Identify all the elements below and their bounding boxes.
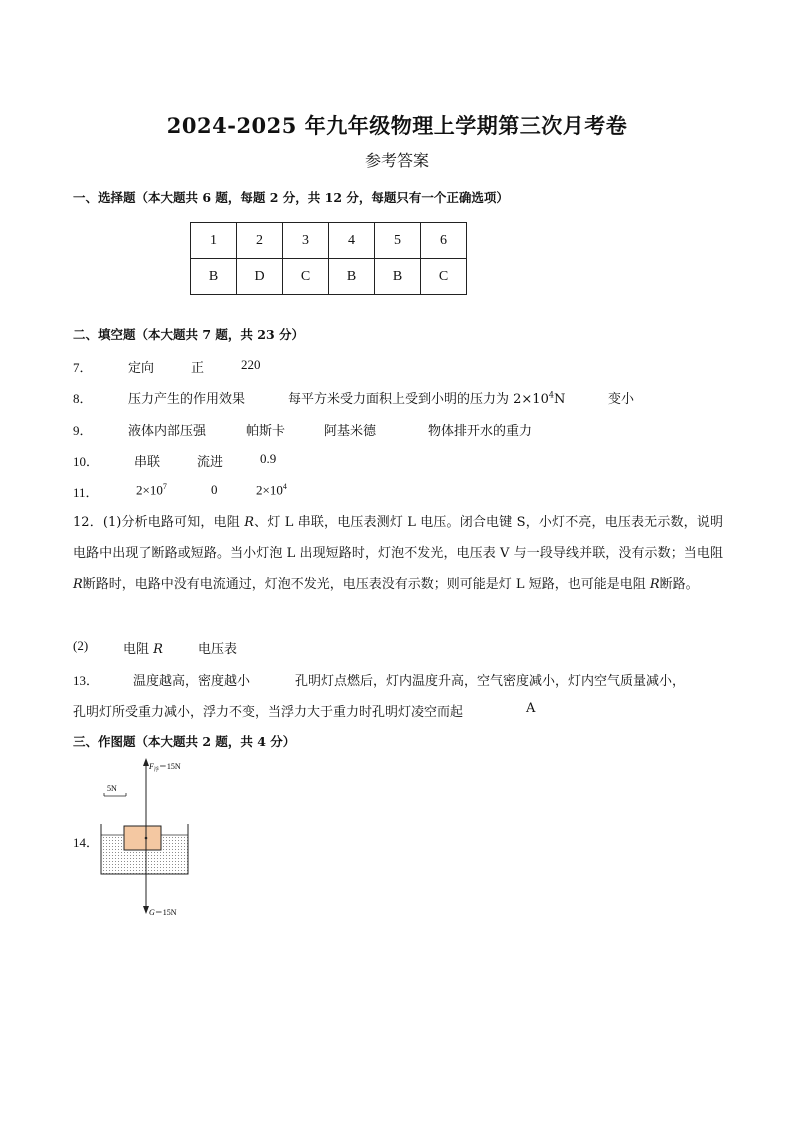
answer-text: 串联 xyxy=(134,455,161,470)
answer-table-number-row xyxy=(191,223,467,259)
question-number: 10． xyxy=(73,454,100,469)
paragraph-text: 断路。 xyxy=(659,577,699,592)
answer-text: 帕斯卡 xyxy=(246,424,286,439)
symbol-r: R xyxy=(153,642,163,657)
answer-text: 流进 xyxy=(197,455,224,470)
answer-text: 温度越高，密度越小 xyxy=(133,674,251,689)
section2-heading: 二、填空题（本大题共 7 题，共 23 分） xyxy=(73,327,305,342)
answer-text: 孔明灯点燃后，灯内温度升高，空气密度减小，灯内空气质量减小， xyxy=(295,674,686,689)
table-cell-answer: B xyxy=(375,259,421,295)
table-cell-answer: C xyxy=(421,259,467,295)
answer-text xyxy=(256,482,287,498)
answer-text xyxy=(136,482,167,498)
buoyancy-value: ＝15N xyxy=(158,762,181,771)
answer-text-main: 电阻 xyxy=(123,642,154,657)
gravity-label xyxy=(149,908,177,917)
answer-table-answer-row xyxy=(191,259,467,295)
table-cell-answer: B xyxy=(329,259,375,295)
answer-text-main: 2×10 xyxy=(256,482,283,498)
answer-table xyxy=(190,222,467,295)
exponent: 4 xyxy=(548,390,554,400)
paragraph-text: 断路时，电路中没有电流通过，灯泡不发光，电压表没有示数；则可能是灯 L 短路，也可能是电阻 xyxy=(82,577,650,592)
page-subtitle: 参考答案 xyxy=(364,151,429,170)
question-number: 13． xyxy=(73,673,100,688)
scale-label: 5N xyxy=(107,784,117,793)
answer-text: 孔明灯所受重力减小，浮力不变，当浮力大于重力时孔明灯凌空而起 xyxy=(73,705,464,720)
answer-q10 xyxy=(73,451,277,470)
answer-text: 液体内部压强 xyxy=(128,424,207,439)
answer-text: 电压表 xyxy=(198,642,238,657)
question-number: 14． xyxy=(73,835,100,850)
answer-text: 压力产生的作用效果 xyxy=(128,392,246,407)
answer-text: 定向 xyxy=(128,361,155,376)
answer-text: A xyxy=(526,701,536,716)
answer-q12-paragraph xyxy=(73,507,723,600)
table-cell-answer: D xyxy=(237,259,283,295)
gravity-value: ＝15N xyxy=(154,908,177,917)
page-title: 2024-2025 年九年级物理上学期第三次月考卷 xyxy=(166,113,628,138)
unit: N xyxy=(553,392,566,407)
question-number: 9． xyxy=(73,423,93,438)
answer-text-main: 2×10 xyxy=(136,482,163,498)
table-cell-number: 3 xyxy=(283,223,329,259)
section3-heading: 三、作图题（本大题共 2 题，共 4 分） xyxy=(73,734,296,749)
paragraph-text: 、灯 L 串联，电压表测灯 L 电压。闭合电键 S，小灯不亮，电压表无示数，说明电路中出现了断路或短路。当小灯泡 L 出现短路时，灯泡不发光，电压表 V 与一段导线并联，没有示数；当电阻 xyxy=(73,515,723,561)
symbol-r: R xyxy=(244,515,254,530)
answer-text xyxy=(288,388,565,407)
force-diagram-svg xyxy=(96,758,206,924)
answer-q13-line2 xyxy=(73,701,536,720)
answer-text: 正 xyxy=(191,361,205,376)
answer-text: 0.9 xyxy=(260,451,277,466)
buoyancy-label xyxy=(148,762,181,773)
force-diagram xyxy=(96,758,206,928)
question-number: 7． xyxy=(73,360,93,375)
exponent: 7 xyxy=(162,482,167,491)
answer-text: 变小 xyxy=(608,392,635,407)
answer-q9 xyxy=(73,420,533,439)
question-number: 8． xyxy=(73,391,93,406)
answer-text: 物体排开水的重力 xyxy=(428,424,533,439)
buoyancy-subscript: 浮 xyxy=(153,768,159,773)
answer-q7 xyxy=(73,357,261,376)
answer-text: 220 xyxy=(241,357,261,372)
symbol-r: R xyxy=(649,577,660,592)
question-number: 11． xyxy=(73,485,99,500)
table-cell-answer: B xyxy=(191,259,237,295)
gravity-symbol: G xyxy=(149,908,155,917)
question-number: (2) xyxy=(73,638,89,653)
answer-text: 阿基米德 xyxy=(324,424,377,439)
section1-heading: 一、选择题（本大题共 6 题，每题 2 分，共 12 分，每题只有一个正确选项） xyxy=(73,190,509,205)
table-cell-number: 6 xyxy=(421,223,467,259)
symbol-r: R xyxy=(73,577,83,592)
table-cell-number: 5 xyxy=(375,223,421,259)
buoyancy-symbol: F xyxy=(149,762,154,771)
answer-text xyxy=(123,638,163,657)
table-cell-number: 2 xyxy=(237,223,283,259)
table-cell-number: 4 xyxy=(329,223,375,259)
paragraph-text: 12．(1)分析电路可知，电阻 xyxy=(73,515,245,530)
exponent: 4 xyxy=(282,482,287,491)
answer-q12-part2 xyxy=(73,638,238,657)
answer-q13 xyxy=(73,670,686,689)
center-point xyxy=(145,837,148,840)
table-cell-answer: C xyxy=(283,259,329,295)
answer-text: 0 xyxy=(211,482,218,497)
answer-text-main: 每平方米受力面积上受到小明的压力为 2×10 xyxy=(288,392,549,407)
table-cell-number: 1 xyxy=(191,223,237,259)
floating-block xyxy=(124,826,161,850)
